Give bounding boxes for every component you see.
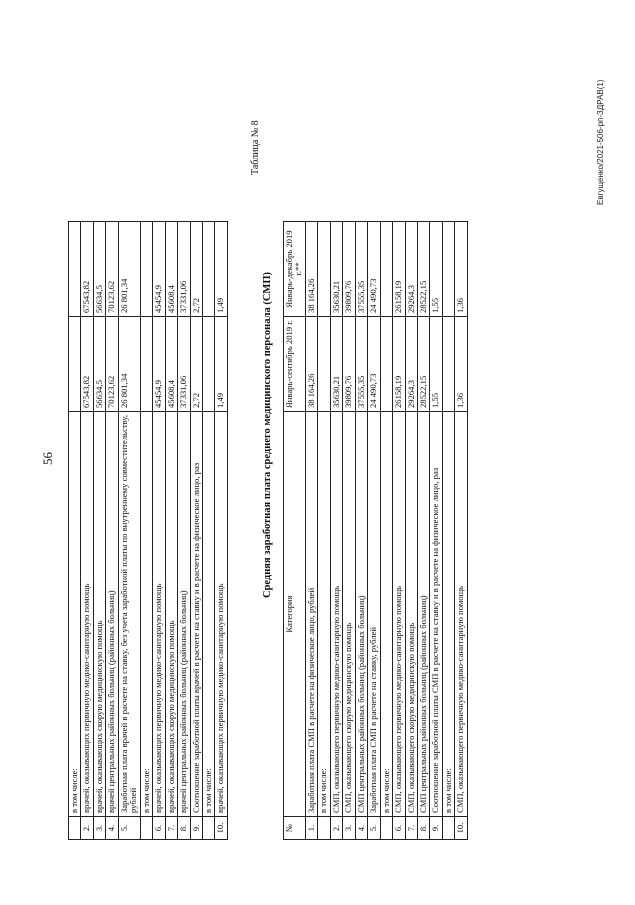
row-value-1: 1,49: [215, 317, 227, 412]
table-row: [355, 222, 367, 840]
row-number: 6.: [153, 817, 165, 840]
row-number: 4.: [106, 817, 118, 840]
row-category: Заработная плата врачей в расчете на ставку, без учета заработной платы по внутреннему совместительству, рублей: [118, 412, 140, 817]
table-row: [393, 222, 405, 840]
salary-table-doctors: [68, 221, 228, 840]
row-category: в том числе:: [140, 412, 152, 817]
row-value-2: 70123,62: [106, 222, 118, 317]
row-value-1: [442, 317, 454, 412]
row-number: 10.: [215, 817, 227, 840]
row-value-1: 37331,06: [178, 317, 190, 412]
row-number: [318, 817, 330, 840]
row-value-1: 45454,9: [153, 317, 165, 412]
row-category: СМП, оказывающего скорую медицинскую помощь: [405, 412, 417, 817]
row-category: в том числе:: [202, 412, 214, 817]
row-category: врачей, оказывающих первичную медико-санитарную помощь: [153, 412, 165, 817]
row-value-1: 67543,82: [81, 317, 93, 412]
table-row: [81, 222, 93, 840]
table-body: [305, 222, 467, 840]
row-value-2: 39809,76: [343, 222, 355, 317]
row-value-1: 1,55: [430, 317, 442, 412]
row-category: врачей, оказывающих скорую медицинскую помощь: [93, 412, 105, 817]
row-number: 8.: [178, 817, 190, 840]
row-category: врачей центральных районных больниц (районных больниц): [178, 412, 190, 817]
row-value-2: 56634,5: [93, 222, 105, 317]
row-number: [202, 817, 214, 840]
row-value-2: 28522,15: [417, 222, 429, 317]
row-category: врачей, оказывающих скорую медицинскую помощь: [165, 412, 177, 817]
row-value-1: 28522,15: [417, 317, 429, 412]
row-number: 6.: [393, 817, 405, 840]
row-value-2: 24 490,73: [368, 222, 380, 317]
row-number: [140, 817, 152, 840]
row-number: [380, 817, 392, 840]
row-value-2: [202, 222, 214, 317]
row-value-2: [318, 222, 330, 317]
row-value-2: 1,55: [430, 222, 442, 317]
row-value-1: [380, 317, 392, 412]
row-category: Заработная плата СМП в расчете на физическое лицо, рублей: [305, 412, 317, 817]
salary-table-nurses: [283, 221, 468, 840]
row-number: 3.: [343, 817, 355, 840]
table-row: [343, 222, 355, 840]
header-row: [284, 222, 306, 840]
row-value-1: 39809,76: [343, 317, 355, 412]
row-number: 5.: [118, 817, 140, 840]
table-row: [190, 222, 202, 840]
row-value-2: 2,72: [190, 222, 202, 317]
row-value-2: 1,36: [455, 222, 467, 317]
row-category: врачей, оказывающих первичную медико-санитарную помощь: [215, 412, 227, 817]
row-number: 8.: [417, 817, 429, 840]
row-value-1: 1,36: [455, 317, 467, 412]
row-value-1: 35630,21: [330, 317, 342, 412]
table-row: [405, 222, 417, 840]
row-value-2: 37555,35: [355, 222, 367, 317]
row-value-2: 45454,9: [153, 222, 165, 317]
table-row: [442, 222, 454, 840]
table-row: [318, 222, 330, 840]
table-row: [368, 222, 380, 840]
row-number: [69, 817, 81, 840]
table-row: [106, 222, 118, 840]
row-number: [442, 817, 454, 840]
row-value-2: 45608,4: [165, 222, 177, 317]
row-category: СМП, оказывающего первичную медико-санитарную помощь: [393, 412, 405, 817]
footer-code: Евгущенко/2021-506-рп-ЗДРАВ(1): [596, 79, 605, 205]
row-number: 9.: [190, 817, 202, 840]
row-value-1: [202, 317, 214, 412]
row-category: Заработная плата СМП в расчете на ставку, рублей: [368, 412, 380, 817]
row-value-1: 37555,35: [355, 317, 367, 412]
row-value-2: [380, 222, 392, 317]
table-row: [202, 222, 214, 840]
row-value-1: 2,72: [190, 317, 202, 412]
header-number: №: [284, 817, 306, 840]
row-value-2: 1,49: [215, 222, 227, 317]
row-number: 2.: [81, 817, 93, 840]
table-row: [93, 222, 105, 840]
table-number-label: Таблица № 8: [250, 120, 261, 175]
row-value-1: 29264,3: [405, 317, 417, 412]
row-value-1: 26158,19: [393, 317, 405, 412]
table-row: [455, 222, 467, 840]
row-value-2: [69, 222, 81, 317]
row-value-2: 29264,3: [405, 222, 417, 317]
table-row: [380, 222, 392, 840]
row-category: в том числе:: [442, 412, 454, 817]
row-value-1: [140, 317, 152, 412]
header-category: Категория: [284, 412, 306, 817]
page-number: 56: [40, 452, 55, 465]
row-value-2: [140, 222, 152, 317]
row-category: Соотношение заработной платы врачей в расчете на ставку и в расчете на физическое лицо, раз: [190, 412, 202, 817]
row-category: СМП центральных районных больниц (районных больниц): [355, 412, 367, 817]
row-category: в том числе:: [380, 412, 392, 817]
row-category: Соотношение заработной платы СМП в расчете на ставку и в расчете на физическое лицо, раз: [430, 412, 442, 817]
header-period-1: Январь-сентябрь 2019 г.: [284, 317, 306, 412]
row-value-1: 24 490,73: [368, 317, 380, 412]
row-category: СМП, оказывающего скорую медицинскую помощь: [343, 412, 355, 817]
row-value-2: 38 164,26: [305, 222, 317, 317]
header-period-2: Январь-декабрь 2019 г.**: [284, 222, 306, 317]
row-category: в том числе:: [318, 412, 330, 817]
row-category: врачей центральных районных больниц (районных больниц): [106, 412, 118, 817]
row-category: СМП, оказывающего первичную медико-санитарную помощь: [455, 412, 467, 817]
table-title: Средняя заработная плата среднего медицинского персонала (СМП): [262, 272, 273, 599]
table-row: [417, 222, 429, 840]
row-number: 4.: [355, 817, 367, 840]
table-row: [330, 222, 342, 840]
row-number: 5.: [368, 817, 380, 840]
row-category: врачей, оказывающих первичную медико-санитарную помощь: [81, 412, 93, 817]
row-value-1: 38 164,26: [305, 317, 317, 412]
row-value-1: 26 801,34: [118, 317, 140, 412]
row-number: 7.: [405, 817, 417, 840]
row-value-1: 70123,62: [106, 317, 118, 412]
table-row: [430, 222, 442, 840]
row-value-2: [442, 222, 454, 317]
row-value-1: [69, 317, 81, 412]
row-value-1: 56634,5: [93, 317, 105, 412]
row-value-2: 37331,06: [178, 222, 190, 317]
table-row: [118, 222, 140, 840]
table-body: [69, 222, 228, 840]
table-row: [165, 222, 177, 840]
row-value-2: 26 801,34: [118, 222, 140, 317]
row-category: СМП, оказывающего первичную медико-санитарную помощь: [330, 412, 342, 817]
row-number: 3.: [93, 817, 105, 840]
table-row: [215, 222, 227, 840]
row-value-1: [318, 317, 330, 412]
row-category: в том числе:: [69, 412, 81, 817]
row-number: 2.: [330, 817, 342, 840]
table-row: [178, 222, 190, 840]
table-row: [140, 222, 152, 840]
row-number: 9.: [430, 817, 442, 840]
row-value-2: 67543,82: [81, 222, 93, 317]
table-row: [69, 222, 81, 840]
row-number: 1.: [305, 817, 317, 840]
row-number: 10.: [455, 817, 467, 840]
table-header: [284, 222, 306, 840]
row-category: СМП центральных районных больниц (районных больниц): [417, 412, 429, 817]
table-row: [305, 222, 317, 840]
row-number: 7.: [165, 817, 177, 840]
table-row: [153, 222, 165, 840]
row-value-2: 35630,21: [330, 222, 342, 317]
row-value-1: 45608,4: [165, 317, 177, 412]
row-value-2: 26158,19: [393, 222, 405, 317]
